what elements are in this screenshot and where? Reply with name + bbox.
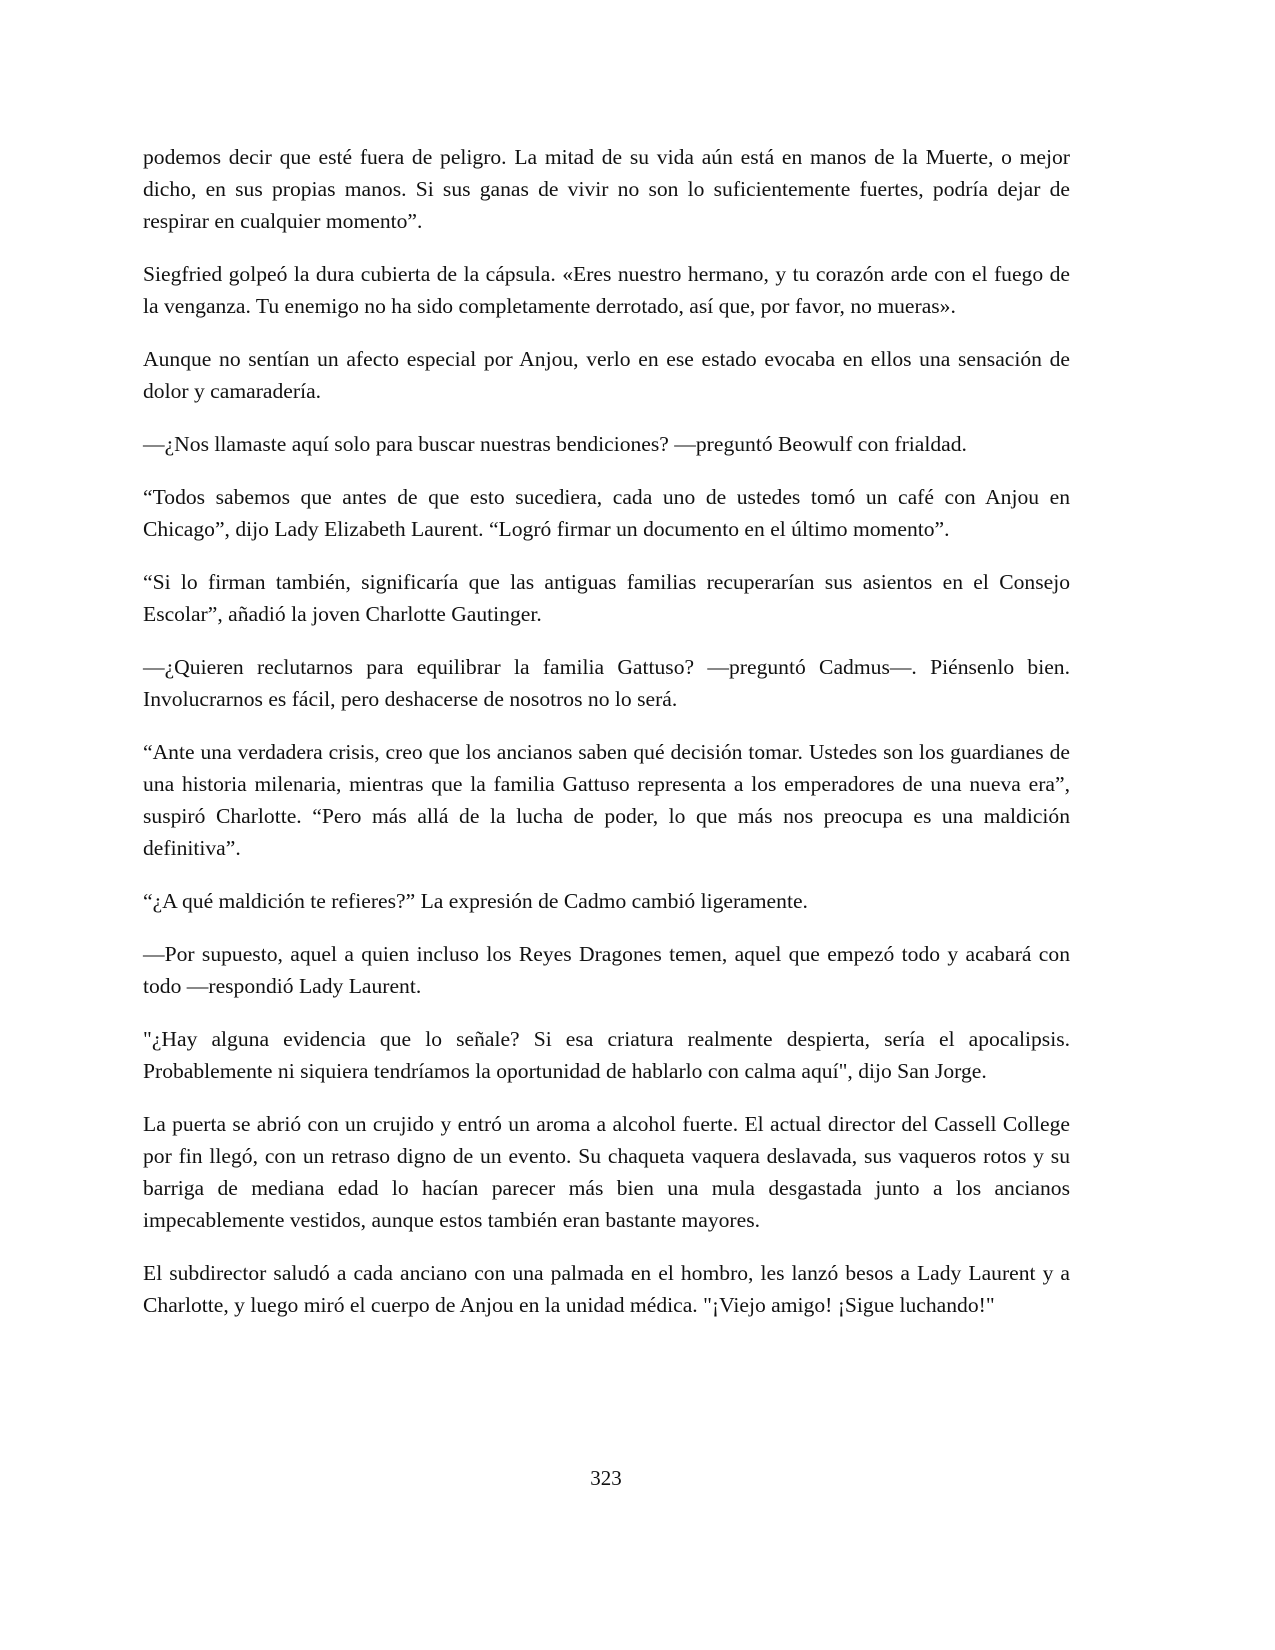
- paragraph: La puerta se abrió con un crujido y entró un aroma a alcohol fuerte. El actual director del Cassell College por fin llegó, con un retraso digno de un evento. Su chaqueta vaquera deslavada, sus vaqueros rotos y su barriga de mediana edad lo hacían parecer más bien una mula desgastada junto a los ancianos impecablemente vestidos, aunque estos también eran bastante mayores.: [143, 1112, 1070, 1232]
- paragraph: “Todos sabemos que antes de que esto sucediera, cada uno de ustedes tomó un café con Anjou en Chicago”, dijo Lady Elizabeth Laurent. “Logró firmar un documento en el último momento”.: [143, 485, 1070, 541]
- paragraph: podemos decir que esté fuera de peligro. La mitad de su vida aún está en manos de la Muerte, o mejor dicho, en sus propias manos. Si sus ganas de vivir no son lo suficientemente fuertes, podría dejar de respirar en cualquier momento”.: [143, 145, 1070, 233]
- paragraph: “Si lo firman también, significaría que las antiguas familias recuperarían sus asientos en el Consejo Escolar”, añadió la joven Charlotte Gautinger.: [143, 570, 1070, 626]
- paragraph: Aunque no sentían un afecto especial por Anjou, verlo en ese estado evocaba en ellos una sensación de dolor y camaradería.: [143, 347, 1070, 403]
- paragraph: “¿A qué maldición te refieres?” La expresión de Cadmo cambió ligeramente.: [143, 889, 808, 913]
- page-number: 323: [590, 1466, 622, 1490]
- paragraph: El subdirector saludó a cada anciano con una palmada en el hombro, les lanzó besos a Lady Laurent y a Charlotte, y luego miró el cuerpo de Anjou en la unidad médica. "¡Viejo amigo! ¡Sigue luchando!": [143, 1261, 1070, 1317]
- paragraph: —¿Nos llamaste aquí solo para buscar nuestras bendiciones? —preguntó Beowulf con frialdad.: [143, 432, 967, 456]
- paragraph: —Por supuesto, aquel a quien incluso los Reyes Dragones temen, aquel que empezó todo y acabará con todo —respondió Lady Laurent.: [143, 942, 1070, 998]
- paragraph: —¿Quieren reclutarnos para equilibrar la familia Gattuso? —preguntó Cadmus—. Piénsenlo bien. Involucrarnos es fácil, pero deshacerse de nosotros no lo será.: [143, 655, 1070, 711]
- paragraph: Siegfried golpeó la dura cubierta de la cápsula. «Eres nuestro hermano, y tu corazón arde con el fuego de la venganza. Tu enemigo no ha sido completamente derrotado, así que, por favor, no mueras».: [143, 262, 1070, 318]
- paragraph: “Ante una verdadera crisis, creo que los ancianos saben qué decisión tomar. Ustedes son los guardianes de una historia milenaria, mientras que la familia Gattuso representa a los emperadores de una nueva era”, suspiró Charlotte. “Pero más allá de la lucha de poder, lo que más nos preocupa es una maldición definitiva”.: [143, 740, 1070, 860]
- page-body: [143, 141, 1070, 1342]
- paragraph: "¿Hay alguna evidencia que lo señale? Si esa criatura realmente despierta, sería el apocalipsis. Probablemente ni siquiera tendríamos la oportunidad de hablarlo con calma aquí", dijo San Jorge.: [143, 1027, 1070, 1083]
